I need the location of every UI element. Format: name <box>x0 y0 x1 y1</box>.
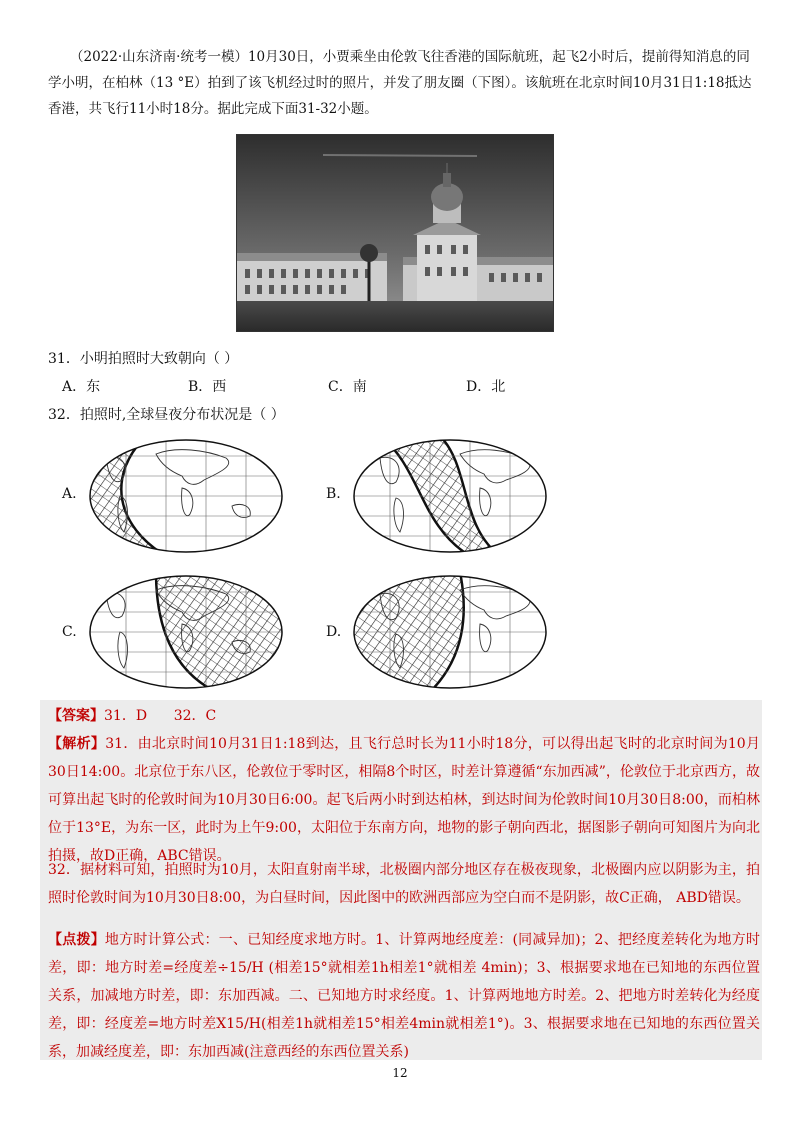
page-number: 12 <box>392 1066 408 1080</box>
question-31-stem: 31．小明拍照时大致朝向（ ） <box>48 351 239 367</box>
analysis-31-text: 31．由北京时间10月31日1:18到达，且飞行总时长为11小时18分，可以得出起飞时的北京时间为10月30日14:00。北京位于东八区，伦敦位于零时区，相隔8个时区，时差计算遵循“东加西减”，伦敦位于北京西方，故可算出起飞时的伦敦时间为10月30日6:00。起飞后两小时到达柏林，到达时间为伦敦时间10月30日8:00，而柏林位于13°E，为东一区，此时为上午9:00，太阳位于东南方向，地物的影子朝向西北，据图影子朝向可知图片为向北拍摄，故D正确，ABC错误。 <box>48 736 761 864</box>
map-d <box>350 572 550 692</box>
intro-paragraph: （2022·山东济南·统考一模）10月30日，小贾乘坐由伦敦飞往香港的国际航班，起飞2小时后，提前得知消息的同学小明，在柏林（13 °E）拍到了该飞机经过时的照片，并发了朋友圈（下图）。该航班在北京时间10月31日1:18抵达香港，共飞行11小时18分。据此完成下面31-32小题。 <box>48 49 752 117</box>
map-c <box>86 572 286 692</box>
analysis-31 <box>48 730 760 870</box>
answer-tag: 【答案】 <box>48 708 104 724</box>
tip-tag: 【点拨】 <box>48 932 105 948</box>
answer-line <box>48 702 760 730</box>
answer-text: 31．D 32．C <box>104 708 217 724</box>
q31-option-c: C．南 <box>328 379 367 395</box>
q31-option-a: A．东 <box>62 379 101 395</box>
map-b <box>350 436 550 556</box>
palace-photo <box>236 134 554 332</box>
q32-label-b: B. <box>326 486 341 502</box>
q32-label-a: A. <box>62 486 77 502</box>
map-a <box>86 436 286 556</box>
q31-option-d: D．北 <box>466 379 506 395</box>
q32-label-c: C. <box>62 624 77 640</box>
analysis-tag: 【解析】 <box>48 736 106 752</box>
tip-paragraph <box>48 926 760 1066</box>
analysis-32: 32．据材料可知，拍照时为10月，太阳直射南半球，北极圈内部分地区存在极夜现象，北极圈内应以阴影为主，拍照时伦敦时间为10月30日8:00，为白昼时间，因此图中的欧洲西部应为空白而不是阴影，故C正确， ABD错误。 <box>48 862 760 906</box>
tip-text: 地方时计算公式：一、已知经度求地方时。1、计算两地经度差：(同减异加)；2、把经度差转化为地方时差，即：地方时差=经度差÷15/H (相差15°就相差1h相差1°就相差 4min)；3、根据要求地在已知地的东西位置关系，加减地方时差，即：东加西减。二、已知地方时求经度。1、计算两地地方时差。2、把地方时差转化为经度差，即：经度差=地方时差X15/H(相差1h就相差15°相差4min就相差1°)。3、根据要求地在已知地的东西位置关系，加减经度差，即：东加西减(注意西经的东西位置关系) <box>48 932 760 1060</box>
q31-option-b: B．西 <box>188 379 227 395</box>
q32-label-d: D. <box>326 624 342 640</box>
question-32-stem: 32．拍照时,全球昼夜分布状况是（ ） <box>48 407 285 423</box>
